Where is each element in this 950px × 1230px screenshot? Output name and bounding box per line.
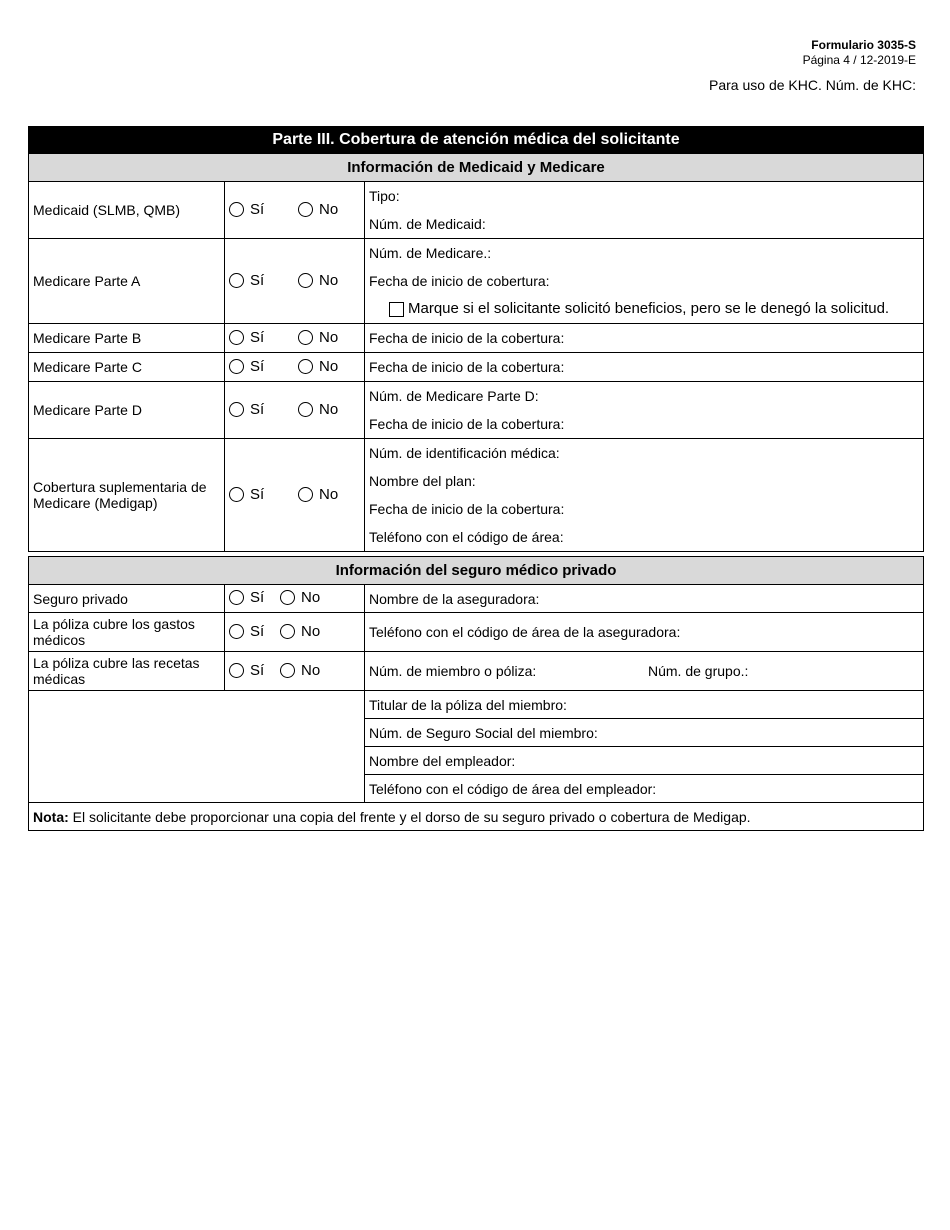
medicare-d-start-date-field[interactable]: Fecha de inicio de la cobertura: bbox=[369, 416, 565, 432]
form-header bbox=[709, 38, 916, 94]
private-insurance-table bbox=[28, 556, 924, 831]
rx-yes-radio[interactable]: Sí bbox=[229, 662, 280, 679]
medicare-d-yes-radio[interactable]: Sí bbox=[229, 401, 298, 418]
khc-number-label: Para uso de KHC. Núm. de KHC: bbox=[709, 77, 916, 93]
radio-circle-icon bbox=[298, 359, 313, 374]
radio-circle-icon bbox=[229, 663, 244, 678]
medicare-b-yes-radio[interactable]: Sí bbox=[229, 329, 298, 346]
medicaid-row bbox=[29, 182, 924, 239]
medicare-a-no-radio[interactable]: No bbox=[298, 272, 338, 289]
radio-circle-icon bbox=[298, 273, 313, 288]
private-insurance-label: Seguro privado bbox=[29, 585, 225, 613]
radio-circle-icon bbox=[298, 202, 313, 217]
prescriptions-row bbox=[29, 652, 924, 691]
checkbox-icon bbox=[389, 302, 404, 317]
radio-circle-icon bbox=[298, 487, 313, 502]
medicaid-yes-radio[interactable]: Sí bbox=[229, 201, 298, 218]
medicare-number-field[interactable]: Núm. de Medicare.: bbox=[369, 245, 492, 261]
medicare-a-label: Medicare Parte A bbox=[29, 239, 225, 324]
medical-expenses-row bbox=[29, 613, 924, 652]
section-subtitle: Información de Medicaid y Medicare bbox=[29, 154, 924, 182]
employer-phone-field[interactable]: Teléfono con el código de área del empleador: bbox=[365, 775, 924, 803]
medigap-phone-field[interactable]: Teléfono con el código de área: bbox=[369, 529, 564, 545]
medical-expenses-label: La póliza cubre los gastos médicos bbox=[29, 613, 225, 652]
insurer-phone-field[interactable]: Teléfono con el código de área de la aseguradora: bbox=[365, 613, 924, 652]
insurer-name-field[interactable]: Nombre de la aseguradora: bbox=[365, 585, 924, 613]
medicare-b-row bbox=[29, 324, 924, 353]
employer-name-field[interactable]: Nombre del empleador: bbox=[365, 747, 924, 775]
private-no-radio[interactable]: No bbox=[280, 589, 320, 606]
rx-no-radio[interactable]: No bbox=[280, 662, 320, 679]
radio-circle-icon bbox=[229, 273, 244, 288]
form-number: Formulario 3035-S bbox=[811, 38, 916, 52]
member-ssn-field[interactable]: Núm. de Seguro Social del miembro: bbox=[365, 719, 924, 747]
member-policy-number-field[interactable]: Núm. de miembro o póliza: bbox=[369, 663, 537, 679]
private-insurance-subtitle: Información del seguro médico privado bbox=[29, 557, 924, 585]
note-label: Nota: bbox=[33, 808, 69, 825]
prescriptions-label: La póliza cubre las recetas médicas bbox=[29, 652, 225, 691]
radio-circle-icon bbox=[280, 624, 295, 639]
medicare-c-label: Medicare Parte C bbox=[29, 353, 225, 382]
medicare-b-start-date-field[interactable]: Fecha de inicio de la cobertura: bbox=[369, 330, 565, 346]
medicare-d-no-radio[interactable]: No bbox=[298, 401, 338, 418]
medigap-row bbox=[29, 439, 924, 552]
medicaid-no-radio[interactable]: No bbox=[298, 201, 338, 218]
benefits-denied-checkbox[interactable]: Marque si el solicitante solicitó beneficios, pero se le denegó la solicitud. bbox=[365, 295, 923, 323]
radio-circle-icon bbox=[280, 663, 295, 678]
medicare-c-start-date-field[interactable]: Fecha de inicio de la cobertura: bbox=[369, 359, 565, 375]
radio-circle-icon bbox=[298, 402, 313, 417]
medicaid-type-field[interactable]: Tipo: bbox=[369, 188, 400, 204]
medical-no-radio[interactable]: No bbox=[280, 623, 320, 640]
medicare-c-row bbox=[29, 353, 924, 382]
medical-id-field[interactable]: Núm. de identificación médica: bbox=[369, 445, 560, 461]
medigap-no-radio[interactable]: No bbox=[298, 486, 338, 503]
medicaid-medicare-table bbox=[28, 126, 924, 552]
group-number-field[interactable]: Núm. de grupo.: bbox=[648, 663, 749, 679]
medicare-d-row bbox=[29, 382, 924, 439]
note-text: El solicitante debe proporcionar una copia del frente y el dorso de su seguro privado o cobertura de Medigap. bbox=[68, 808, 751, 825]
medigap-label: Cobertura suplementaria de Medicare (Medigap) bbox=[29, 439, 225, 552]
radio-circle-icon bbox=[229, 487, 244, 502]
private-yes-radio[interactable]: Sí bbox=[229, 589, 280, 606]
medicare-d-number-field[interactable]: Núm. de Medicare Parte D: bbox=[369, 388, 539, 404]
page-info: Página 4 / 12-2019-E bbox=[802, 53, 916, 67]
medigap-yes-radio[interactable]: Sí bbox=[229, 486, 298, 503]
plan-name-field[interactable]: Nombre del plan: bbox=[369, 473, 476, 489]
medicare-c-no-radio[interactable]: No bbox=[298, 358, 338, 375]
radio-circle-icon bbox=[280, 590, 295, 605]
radio-circle-icon bbox=[229, 359, 244, 374]
private-insurance-row bbox=[29, 585, 924, 613]
medicare-a-start-date-field[interactable]: Fecha de inicio de cobertura: bbox=[369, 273, 550, 289]
medicaid-label: Medicaid (SLMB, QMB) bbox=[29, 182, 225, 239]
medicare-c-yes-radio[interactable]: Sí bbox=[229, 358, 298, 375]
medicare-a-yes-radio[interactable]: Sí bbox=[229, 272, 298, 289]
radio-circle-icon bbox=[229, 402, 244, 417]
medigap-start-date-field[interactable]: Fecha de inicio de la cobertura: bbox=[369, 501, 565, 517]
radio-circle-icon bbox=[229, 330, 244, 345]
note bbox=[29, 803, 924, 831]
medicare-d-label: Medicare Parte D bbox=[29, 382, 225, 439]
section-title: Parte III. Cobertura de atención médica del solicitante bbox=[29, 127, 924, 154]
radio-circle-icon bbox=[229, 590, 244, 605]
blank-cell bbox=[29, 691, 365, 803]
medical-yes-radio[interactable]: Sí bbox=[229, 623, 280, 640]
medicare-b-label: Medicare Parte B bbox=[29, 324, 225, 353]
medicaid-number-field[interactable]: Núm. de Medicaid: bbox=[369, 216, 486, 232]
medicare-b-no-radio[interactable]: No bbox=[298, 329, 338, 346]
radio-circle-icon bbox=[229, 202, 244, 217]
radio-circle-icon bbox=[298, 330, 313, 345]
radio-circle-icon bbox=[229, 624, 244, 639]
policy-holder-field[interactable]: Titular de la póliza del miembro: bbox=[365, 691, 924, 719]
medicare-a-row bbox=[29, 239, 924, 324]
